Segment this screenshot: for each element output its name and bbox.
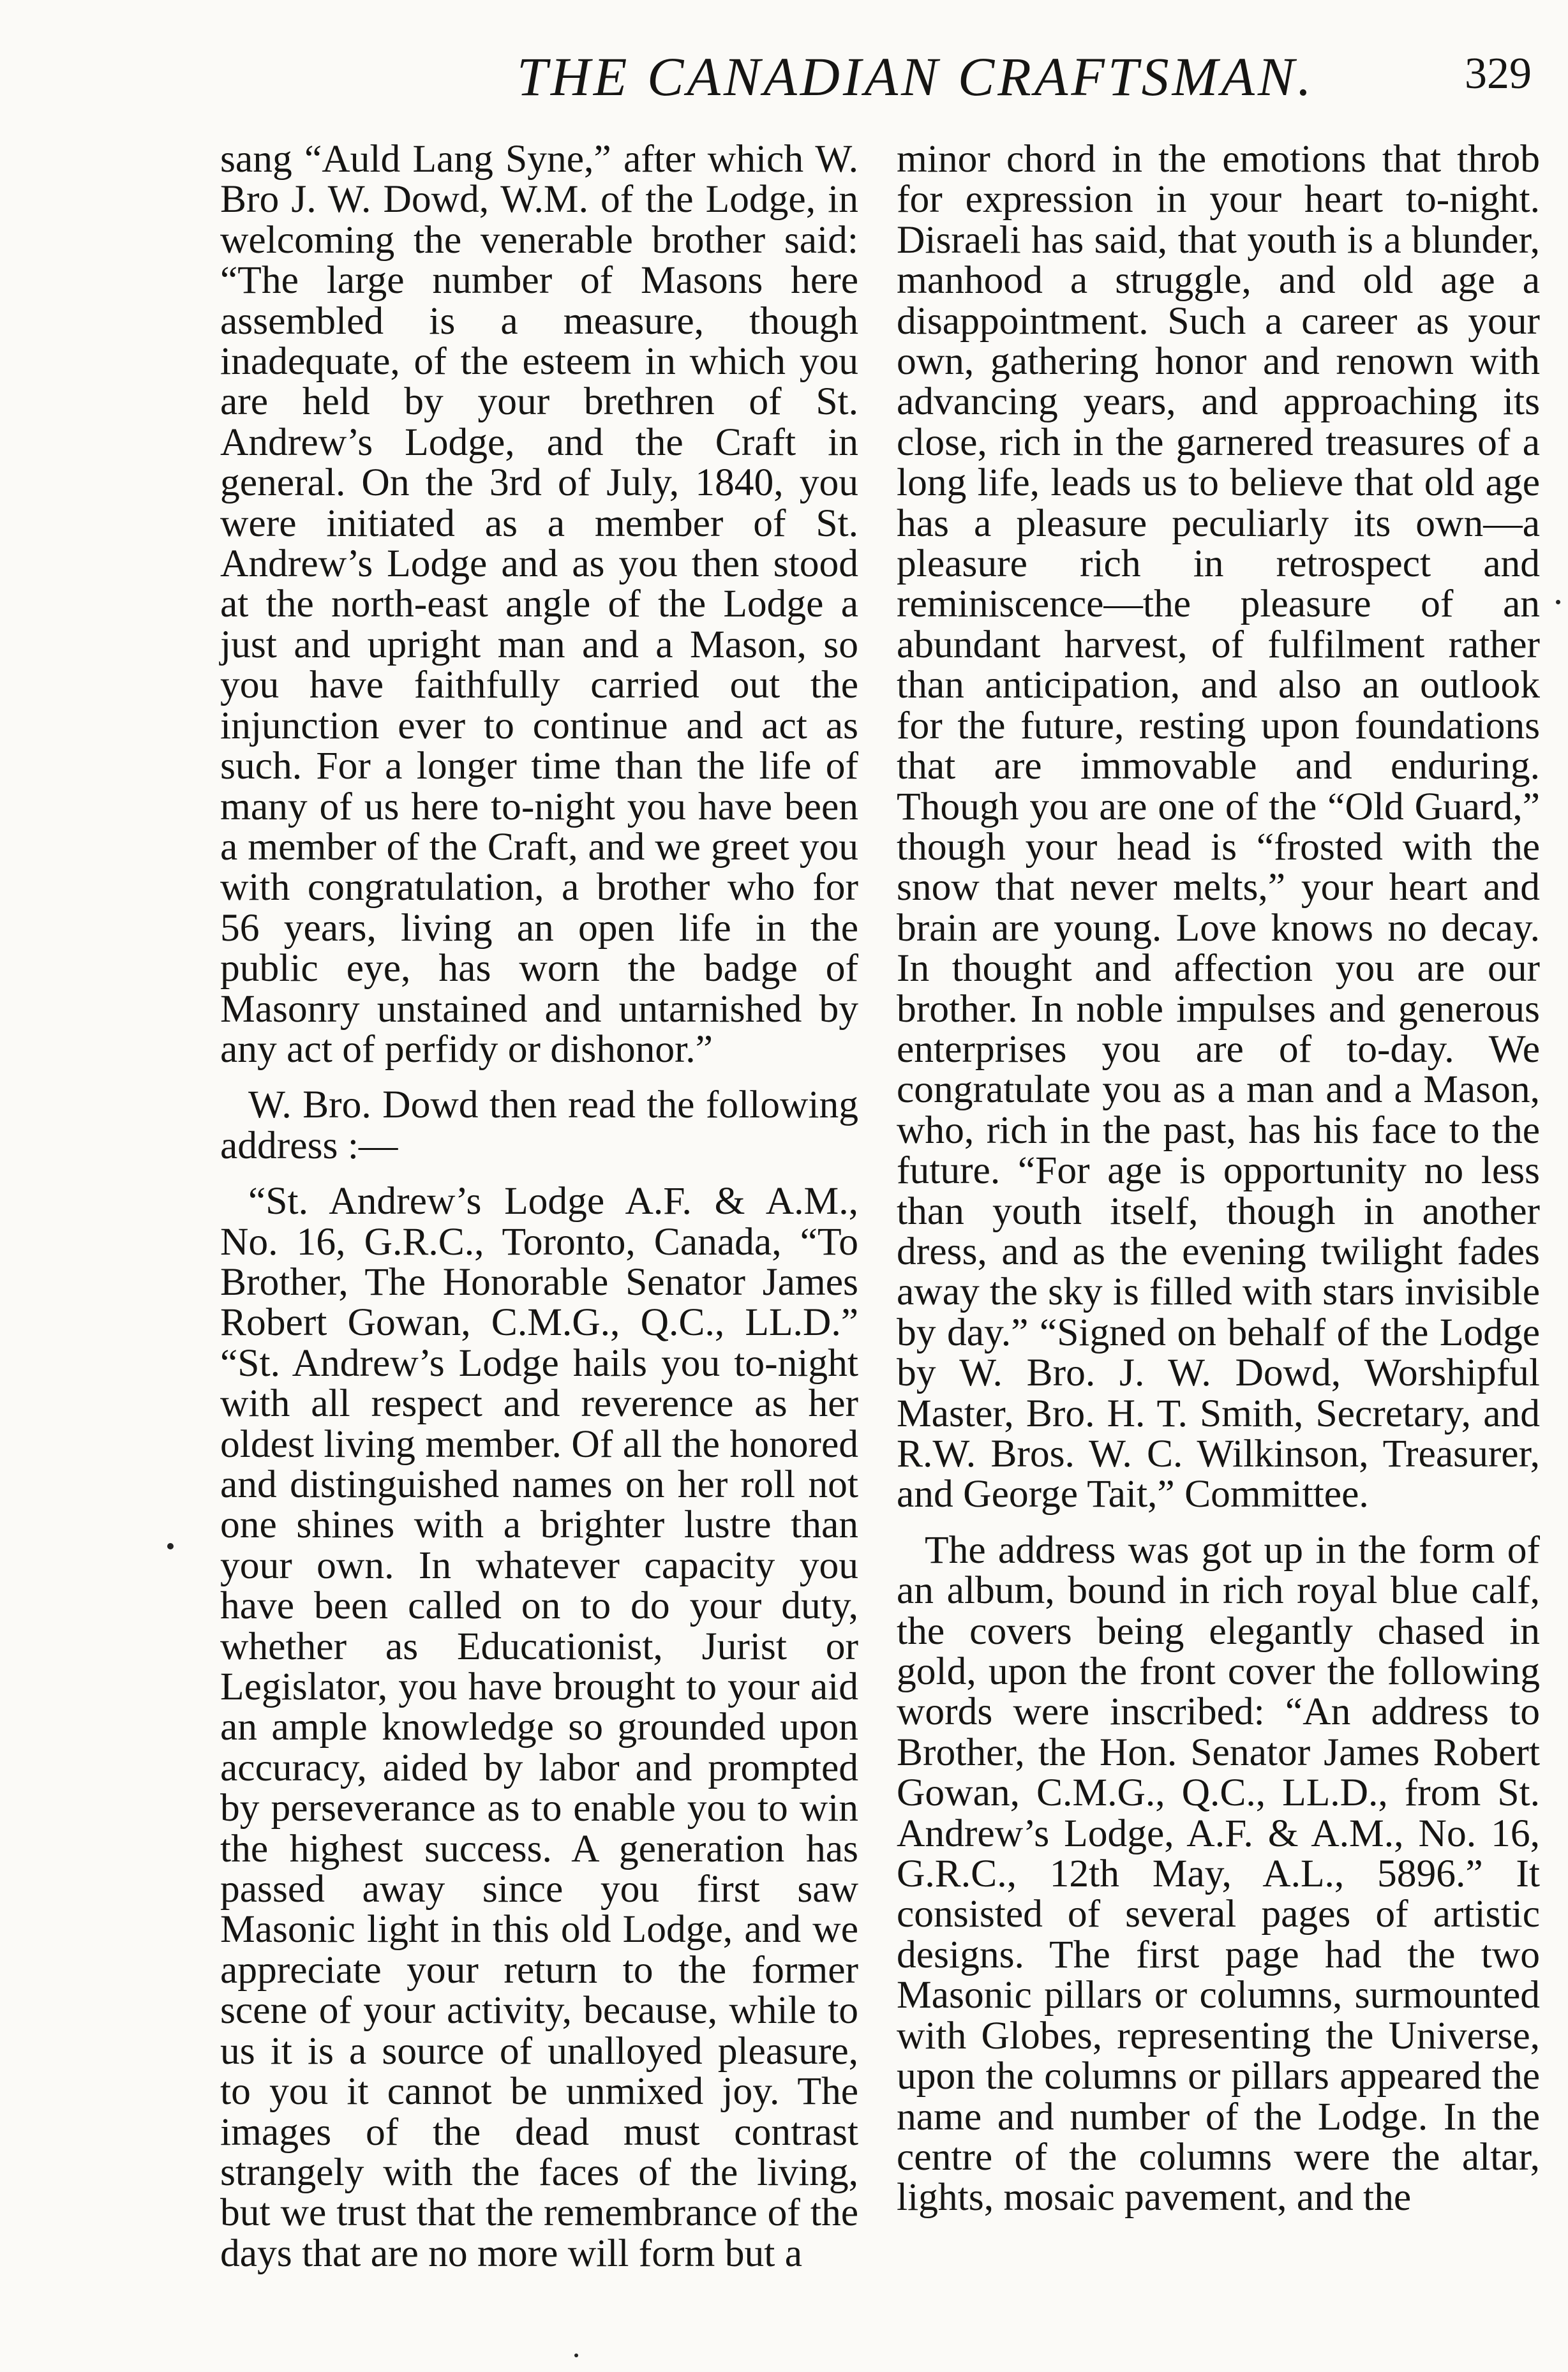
- page-header: [217, 26, 1564, 128]
- paragraph-address-text: “St. Andrew’s Lodge A.F. & A.M., No. 16, G.R.C., Toronto, Canada, “To Brother, The Honorable Senator James Robert Gowan, C.M.G., Q.C., LL.D.” “St. Andrew’s Lodge hails you to-night with all respect and reverence as her oldest living member. Of all the honored and distinguished names on her roll not one shines with a brighter lustre than your own. In whatever capacity you have been called on to do your duty, whether as Educationist, Jurist or Legislator, you have brought to your aid an ample knowledge so grounded upon accuracy, aided by labor and prompted by perseverance as to enable you to win the highest success. A generation has passed away since you first saw Masonic light in this old Lodge, and we appreciate your return to the former scene of your activity, because, while to us it is a source of unalloyed pleasure, to you it cannot be unmixed joy. The images of the dead must contrast strangely with the faces of the living, but we trust that the remembrance of the days that are no more will form but a: [220, 1179, 858, 2275]
- left-column: [220, 139, 858, 2274]
- paragraph-address-continued: minor chord in the emotions that throb for expression in your heart to-night. Disraeli has said, that youth is a blunder, manhood a struggle, and old age a disappointment. Such a career as your own, gathering honor and renown with advancing years, and approaching its close, rich in the garnered treasures of a long life, leads us to believe that old age has a pleasure peculiarly its own—a pleasure rich in retrospect and reminiscence—the pleasure of an abundant harvest, of fulfilment rather than anticipation, and also an outlook for the future, resting upon foundations that are immovable and enduring. Though you are one of the “Old Guard,” though your head is “frosted with the snow that never melts,” your heart and brain are young. Love knows no decay. In thought and affection you are our brother. In noble impulses and generous enterprises you are of to-day. We congratulate you as a man and a Mason, who, rich in the past, has his face to the future. “For age is opportunity no less than youth itself, though in another dress, and as the evening twilight fades away the sky is filled with stars invisible by day.” “Signed on behalf of the Lodge by W. Bro. J. W. Dowd, Worshipful Master, Bro. H. T. Smith, Secretary, and R.W. Bros. W. C. Wilkinson, Treasurer, and George Tait,” Committee.: [897, 137, 1540, 1516]
- paragraph-welcome-speech: sang “Auld Lang Syne,” after which W. Bro J. W. Dowd, W.M. of the Lodge, in welcoming the venerable brother said: “The large number of Masons here assembled is a measure, though inadequate, of the esteem in which you are held by your brethren of St. Andrew’s Lodge, and the Craft in general. On the 3rd of July, 1840, you were initiated as a member of St. Andrew’s Lodge and as you then stood at the north-east angle of the Lodge a just and upright man and a Mason, so you have faithfully carried out the injunction ever to continue and act as such. For a longer time than the life of many of us here to-night you have been a member of the Craft, and we greet you with congratulation, a brother who for 56 years, living an open life in the public eye, has worn the badge of Masonry unstained and untarnished by any act of perfidy or dishonor.”: [220, 137, 858, 1071]
- scan-speck: [1556, 600, 1560, 604]
- paragraph-address-intro: W. Bro. Dowd then read the following address :—: [220, 1083, 858, 1167]
- scan-speck: [167, 1543, 174, 1549]
- right-column: [897, 139, 1540, 2218]
- running-title: THE CANADIAN CRAFTSMAN.: [517, 46, 1315, 107]
- paragraph-album-description: The address was got up in the form of an album, bound in rich royal blue calf, the covers being elegantly chased in gold, upon the front cover the following words were inscribed: “An address to Brother, the Hon. Senator James Robert Gowan, C.M.G., Q.C., LL.D., from St. Andrew’s Lodge, A.F. & A.M., No. 16, G.R.C., 12th May, A.L., 5896.” It consisted of several pages of artistic designs. The first page had the two Masonic pillars or columns, surmounted with Globes, representing the Universe, upon the columns or pillars appeared the name and number of the Lodge. In the centre of the columns were the altar, lights, mosaic pavement, and the: [897, 1528, 1540, 2219]
- page-number: 329: [1465, 49, 1532, 98]
- scan-speck: [574, 2353, 578, 2357]
